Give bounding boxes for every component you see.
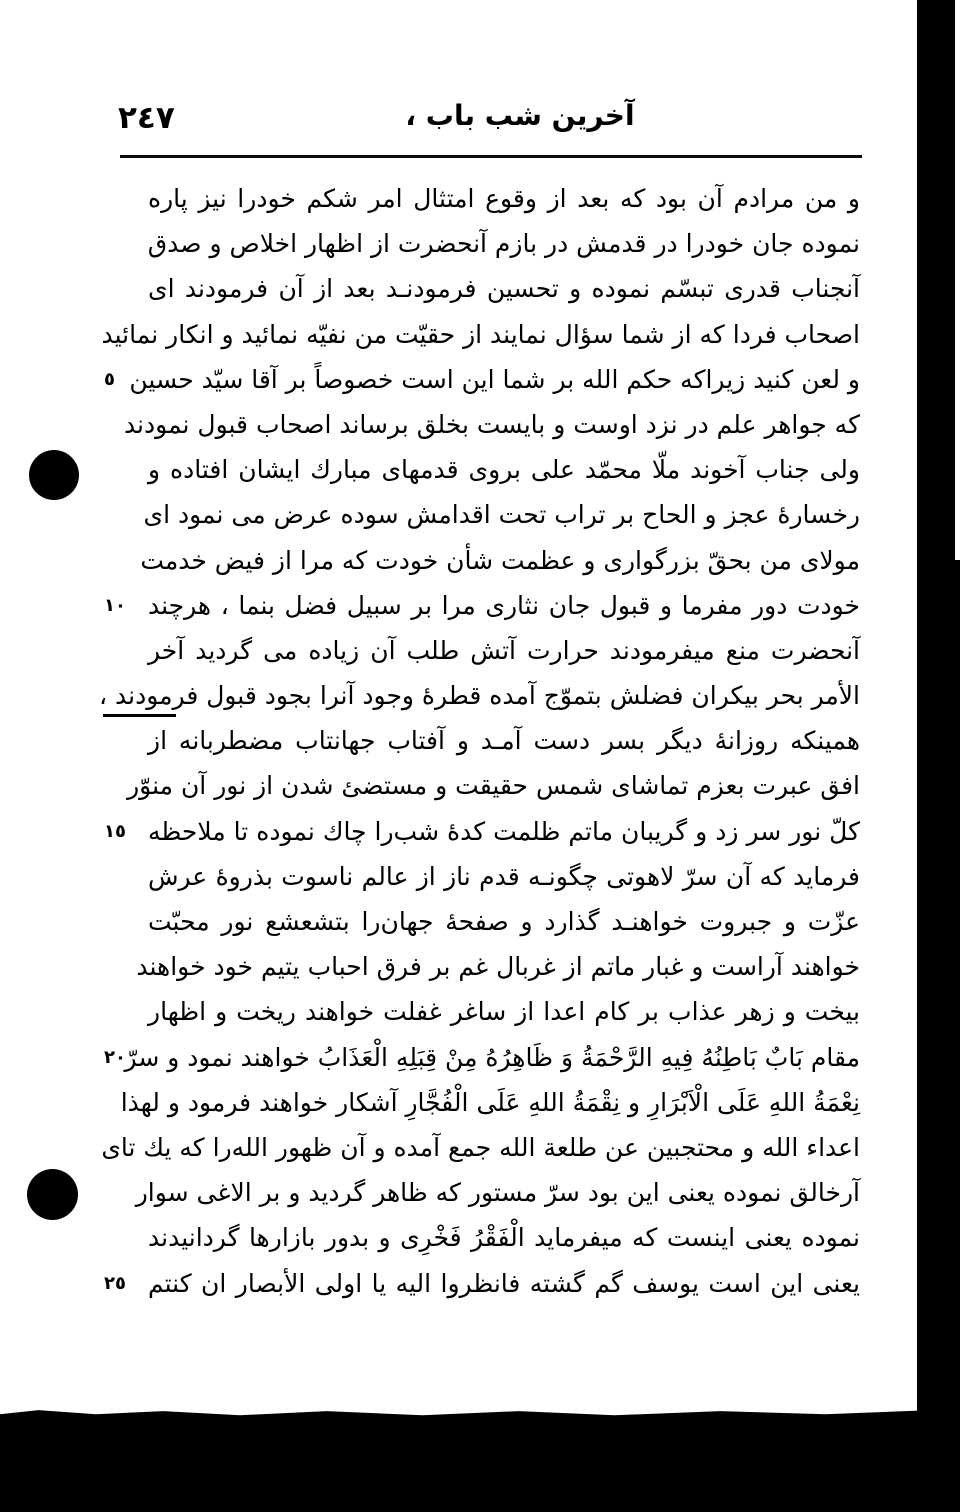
text-line-content: یعنی این است یوسف گم گشته فانظروا الیه یا اولی الأبصار ان کنتم: [148, 1268, 860, 1298]
punch-hole-mark-top: [29, 450, 79, 500]
text-line: [148, 1215, 860, 1260]
line-number-marker: ٥: [104, 368, 115, 390]
text-line: [123, 402, 860, 447]
text-line-content: افق عبرت بعزم تماشای شمس حقیقت و مستضئ شدن از نور آن منوّر: [127, 771, 860, 801]
punch-hole-mark-bottom: [27, 1169, 78, 1220]
text-line-content: که جواهر علم در نزد اوست و بایست بخلق برساند اصحاب قبول نمودند: [123, 409, 860, 439]
correction-overline: [103, 714, 176, 717]
line-number-marker: ٢٥: [104, 1272, 126, 1294]
scan-edge-bottom: [0, 1408, 960, 1512]
text-line: [104, 357, 860, 402]
text-line: [143, 492, 860, 537]
text-line: [148, 628, 860, 673]
running-header-title: آخرین شب باب ،: [405, 99, 635, 132]
text-line: [104, 1035, 860, 1080]
line-number-marker: ١٥: [104, 820, 126, 842]
text-line-content: ولی جناب آخوند ملّا محمّد علی بروی قدمهای مبارك ایشان افتاده و: [148, 455, 860, 485]
text-line-content: خواهند آراست و غبار ماتم از غربال غم بر فرق احباب یتیم خود خواهند: [136, 952, 860, 982]
body-text-block: [98, 176, 860, 1306]
text-line-content: مقام بَابٌ بَاطِنُهُ فِیهِ الرَّحْمَةُ وَ ظَاهِرُهُ مِنْ قِبَلِهِ الْعَذَابُ خواهند نمود و سرّ: [124, 1042, 860, 1072]
text-line: [101, 1125, 860, 1170]
text-line: [104, 809, 860, 854]
text-line-content: همینکه روزانهٔ دیگر بسر دست آمـد و آفتاب جهانتاب مضطربانه از: [148, 726, 860, 756]
text-line: [148, 989, 860, 1034]
text-line: [140, 538, 860, 583]
text-line-content: خودت دور مفرما و قبول جان نثاری مرا بر سبیل فضل بنما ، هرچند: [148, 590, 860, 620]
text-line: [148, 854, 860, 899]
text-line: [98, 673, 860, 718]
text-line: [148, 221, 860, 266]
text-line-content: آرخالق نموده یعنی این بود سرّ مستور که ظاهر گردید و بر الاغی سوار: [135, 1178, 860, 1208]
text-line-content: اعداء الله و محتجبین عن طلعة الله جمع آمده و آن ظهور الله‌را که یك تای: [101, 1132, 860, 1162]
text-line: [148, 899, 860, 944]
text-line-content: کلّ نور سر زد و گریبان ماتم ظلمت کدهٔ شب‌را چاك نموده تا ملاحظه: [148, 816, 860, 846]
line-number-marker: ٢٠: [104, 1046, 126, 1068]
scan-edge-white-sliver: [955, 0, 960, 560]
text-line-content: نِعْمَةُ اللهِ عَلَی الْاَبْرَارِ و نِقْمَةُ اللهِ عَلَی الْفُجَّارِ آشکار خواهند فرمود و لهذا: [120, 1087, 860, 1117]
text-line: [127, 763, 860, 808]
text-line: [120, 1080, 860, 1125]
text-line-content: آنجناب قدری تبسّم نموده و تحسین فرمودنـد بعد از آن فرمودند ای: [148, 274, 860, 304]
text-line-content: آنحضرت منع میفرمودند حرارت آتش طلب آن زیاده می گردید آخر: [148, 635, 860, 665]
text-line-content: الأمر بحر بیکران فضلش بتموّج آمده قطرهٔ وجود آنرا بجود قبول فرمودند ،: [98, 681, 860, 711]
text-line: [136, 944, 860, 989]
text-line-content: عزّت و جبروت خواهنـد گذارد و صفحهٔ جهان‌را بتشعشع نور محبّت: [148, 907, 860, 936]
text-line: [135, 1170, 860, 1215]
text-line-content: فرماید که آن سرّ لاهوتی چگونـه قدم ناز از عالم ناسوت بذروهٔ عرش: [148, 861, 860, 891]
text-line-content: مولای من بحقّ بزرگواری و عظمت شأن خودت که مرا از فیض خدمت: [140, 545, 860, 575]
text-line: [148, 447, 860, 492]
text-line-content: رخسارهٔ عجز و الحاح بر تراب تحت اقدامش سوده عرض می نمود ای: [143, 500, 860, 530]
page-number: ٢٤٧: [118, 100, 175, 136]
line-number-marker: ١٠: [104, 594, 126, 616]
scan-edge-right: [917, 0, 960, 1512]
text-line-content: اصحاب فردا که از شما سؤال نمایند از حقیّت من نفیّه نمائید و انکار نمائید: [101, 319, 860, 349]
text-line: [148, 266, 860, 311]
text-line: [148, 718, 860, 763]
text-line-content: بیخت و زهر عذاب بر کام اعدا از ساغر غفلت خواهند ریخت و اظهار: [148, 997, 860, 1027]
text-line: [148, 176, 860, 221]
text-line: [104, 583, 860, 628]
text-line: [101, 312, 860, 357]
text-line-content: و لعن کنید زیراکه حکم الله بر شما این است خصوصاً بر آقا سیّد حسین: [129, 364, 860, 394]
text-line-content: و من مرادم آن بود که بعد از وقوع امتثال امر شکم خودرا نیز پاره: [148, 184, 860, 213]
text-line-content: نموده جان خودرا در قدمش در بازم آنحضرت از اظهار اخلاص و صدق: [147, 229, 860, 259]
header-rule: [120, 155, 862, 158]
text-line-content: نموده یعنی اینست که میفرماید الْفَقْرُ فَخْرِی و بدور بازارها گردانیدند: [148, 1223, 860, 1253]
text-line: [104, 1261, 860, 1306]
